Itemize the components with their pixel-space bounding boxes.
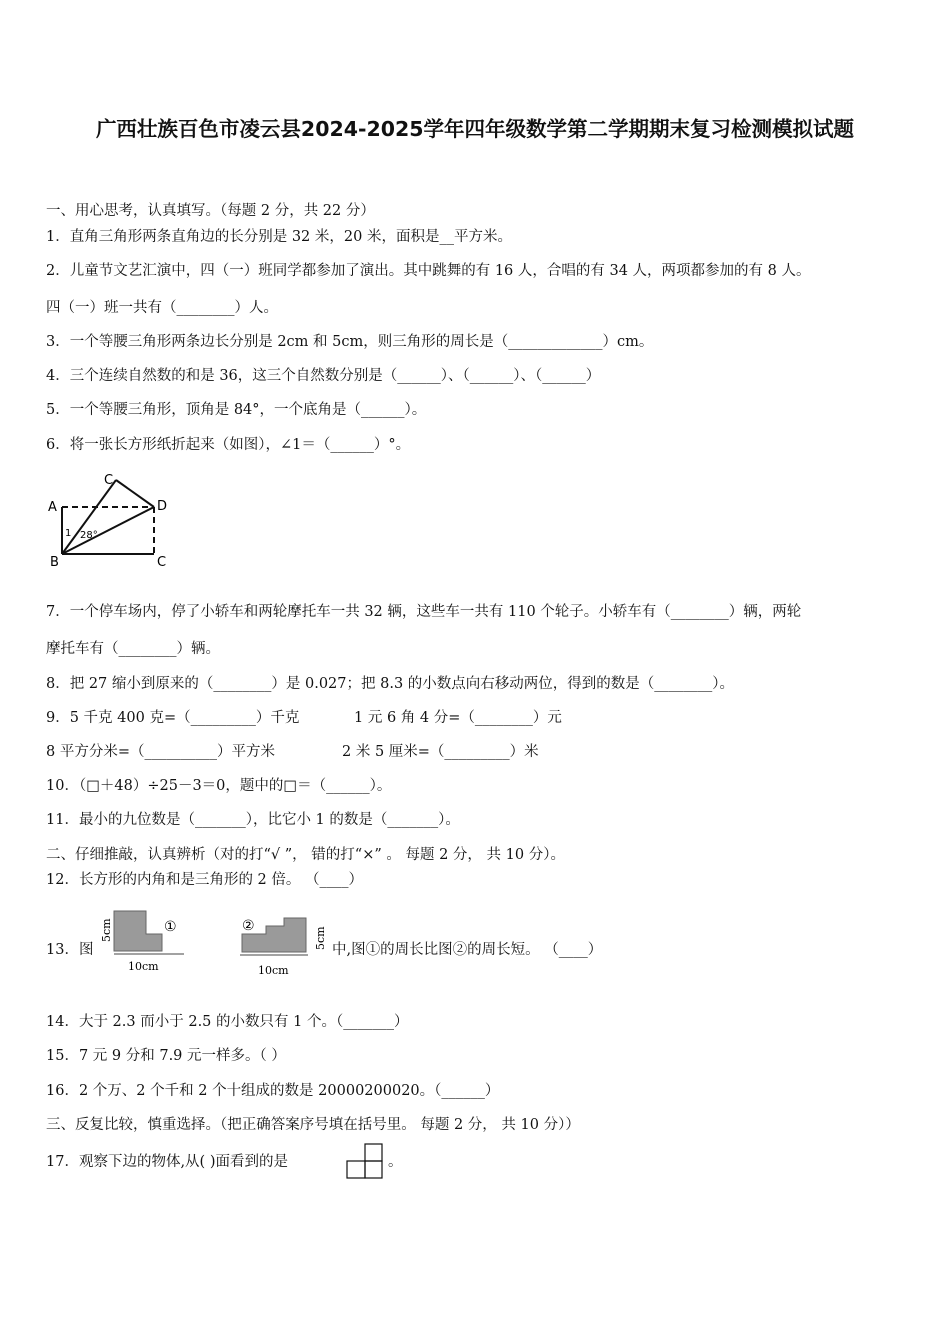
- three-square-view-icon: [346, 1142, 384, 1180]
- question-1: 1．直角三角形两条直角边的长分别是 32 米，20 米，面积是__平方米。: [46, 229, 512, 245]
- question-13-suffix: 中,图①的周长比图②的周长短。 （____）: [332, 942, 603, 958]
- edge-CD-folded: [116, 480, 154, 507]
- shape-1-polygon: [114, 911, 162, 951]
- question-5: 5．一个等腰三角形，顶角是 84°，一个底角是（______）。: [46, 402, 427, 418]
- question-17-prefix: 17．观察下边的物体,从( )面看到的是: [46, 1154, 288, 1170]
- label-D: D: [157, 499, 168, 514]
- question-8: 8．把 27 缩小到原来的（________）是 0.027；把 8.3 的小数点向右移动两位，得到的数是（________）。: [46, 676, 735, 692]
- section-heading-1: 一、用心思考，认真填写。（每题 2 分，共 22 分）: [46, 203, 375, 219]
- question-9-part-2: 1 元 6 角 4 分=（________）元: [354, 710, 562, 726]
- shape-2-height-label: 5cm: [314, 926, 327, 950]
- folded-rectangle-figure: [44, 470, 184, 572]
- question-9-part-3: 8 平方分米=（__________）平方米: [46, 744, 275, 760]
- question-11: 11．最小的九位数是（_______），比它小 1 的数是（_______）。: [46, 812, 460, 828]
- question-13-prefix: 13．图: [46, 942, 94, 958]
- question-10: 10．（□＋48）÷25－3＝0，题中的□＝（______）。: [46, 778, 392, 794]
- shape-1-width-label: 10cm: [128, 960, 159, 973]
- question-9-part-1: 9．5 千克 400 克=（_________）千克: [46, 710, 300, 726]
- shape-2-width-label: 10cm: [258, 964, 289, 977]
- shape-1-figure: [96, 906, 196, 980]
- section-heading-2: 二、仔细推敲，认真辨析（对的打“√ ”， 错的打“×” 。 每题 2 分， 共 10 分）。: [46, 847, 565, 863]
- question-14: 14．大于 2.3 而小于 2.5 的小数只有 1 个。（_______）: [46, 1014, 409, 1030]
- question-4: 4．三个连续自然数的和是 36，这三个自然数分别是（______）、（______）、（______）: [46, 368, 601, 384]
- question-17-suffix: 。: [388, 1154, 403, 1170]
- question-9-part-4: 2 米 5 厘米=（_________）米: [342, 744, 539, 760]
- section-heading-3: 三、反复比较，慎重选择。（把正确答案序号填在括号里。 每题 2 分， 共 10 分））: [46, 1117, 580, 1133]
- question-3: 3．一个等腰三角形两条边长分别是 2cm 和 5cm，则三角形的周长是（_____________）cm。: [46, 334, 654, 350]
- shape-1-height-label: 5cm: [100, 918, 113, 942]
- question-7-line-2: 摩托车有（________）辆。: [46, 641, 220, 657]
- label-A: A: [48, 500, 57, 515]
- shape-2-figure: [236, 912, 332, 982]
- question-7-line-1: 7．一个停车场内，停了小轿车和两轮摩托车一共 32 辆，这些车一共有 110 个轮子。小轿车有（________）辆，两轮: [46, 604, 802, 620]
- question-12: 12．长方形的内角和是三角形的 2 倍。 （____）: [46, 872, 364, 888]
- question-6: 6．将一张长方形纸折起来（如图），∠1＝（______）°。: [46, 437, 411, 453]
- question-16: 16．2 个万、2 个千和 2 个十组成的数是 20000200020。（______）: [46, 1083, 500, 1099]
- question-15: 15．7 元 9 分和 7.9 元一样多。（ ）: [46, 1048, 286, 1064]
- shape-2-label: ②: [242, 918, 255, 934]
- label-C-bottom: C: [157, 555, 167, 570]
- fold-line-BD: [62, 507, 154, 554]
- label-C-top: C: [104, 473, 114, 488]
- angle-1-label: 1: [65, 528, 72, 539]
- shape-1-label: ①: [164, 919, 177, 935]
- question-2-line-2: 四（一）班一共有（________）人。: [46, 300, 278, 316]
- page-title: 广西壮族百色市凌云县2024-2025学年四年级数学第二学期期末复习检测模拟试题: [95, 117, 855, 141]
- angle-28-label: 28°: [80, 530, 98, 541]
- label-B: B: [50, 555, 59, 570]
- question-2-line-1: 2．儿童节文艺汇演中，四（一）班同学都参加了演出。其中跳舞的有 16 人，合唱的有 34 人，两项都参加的有 8 人。: [46, 263, 811, 279]
- edge-BC-folded: [62, 480, 116, 554]
